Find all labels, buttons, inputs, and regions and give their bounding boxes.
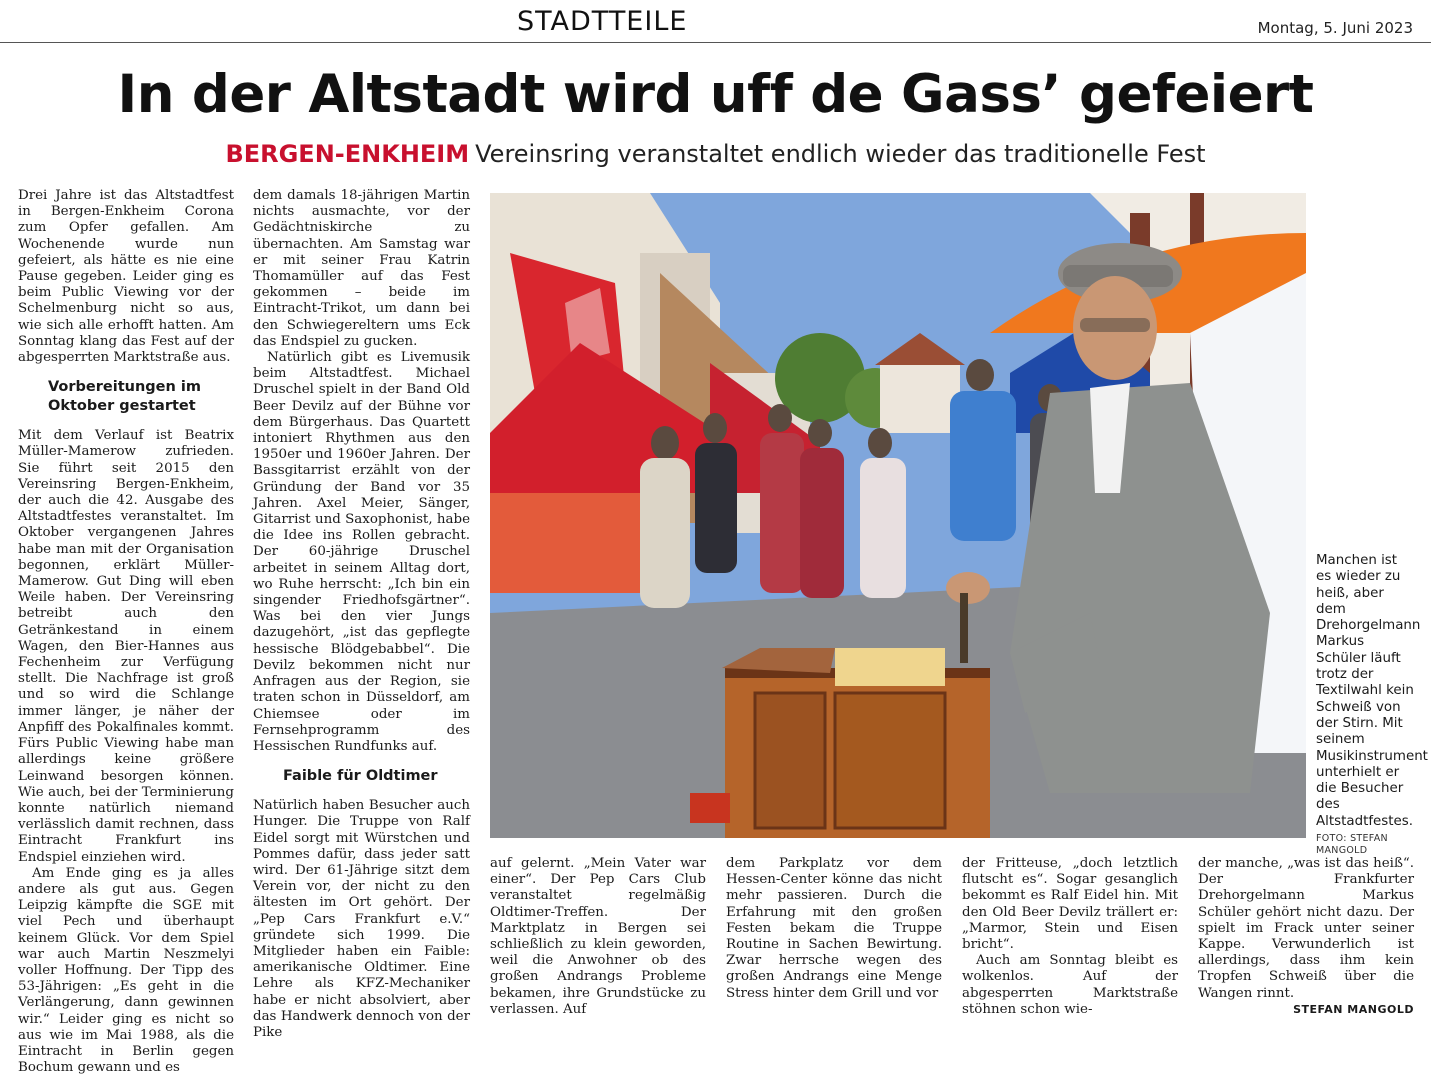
- text-column-3: [490, 856, 706, 1018]
- caption-text: Manchen ist es wieder zu heiß, aber dem Drehorgelmann Markus Schüler läuft trotz der Textilwahl kein Schweiß von der Stirn. Mit seinem Musikinstrument unterhielt er die Besucher des Altstadtfestes.: [1316, 553, 1428, 829]
- author-byline: STEFAN MANGOLD: [1293, 1002, 1414, 1016]
- paragraph: Drei Jahre ist das Altstadtfest in Bergen-Enkheim Corona zum Opfer gefallen. Am Wochenende wurde nun gefeiert, als hätte es nie eine Pause gegeben. Leider ging es beim Public Viewing vor der Schelmenburg nicht so aus, wie sich alle erhofft hatten. Am Sonntag klang das Fest auf der abgesperrten Marktstraße aus.: [18, 188, 234, 366]
- issue-date: Montag, 5. Juni 2023: [1257, 19, 1413, 37]
- subheadline-text: Vereinsring veranstaltet endlich wieder das traditionelle Fest: [475, 140, 1206, 168]
- paragraph: dem damals 18-jährigen Martin nichts ausmachte, vor der Gedächtniskirche zu übernachten. Am Samstag war er mit seiner Frau Katrin Thomamüller auf das Fest gekommen – beide im Eintracht-Trikot, um dann bei den Schwiegereltern ums Eck das Endspiel zu gucken.: [253, 188, 470, 349]
- paragraph: auf gelernt. „Mein Vater war einer“. Der Pep Cars Club veranstaltet regelmäßig Oldtimer-Treffen. Der Marktplatz in Bergen sei schließlich zu klein geworden, weil die Anwohner ob des großen Andrangs Probleme bekamen, ihre Grundstücke zu verlassen. Auf: [490, 856, 706, 1017]
- text-column-6: [1198, 856, 1414, 1018]
- organ-grinder-illustration: [490, 193, 1306, 838]
- festival-photo: [490, 193, 1306, 838]
- subhead-oldtimer: Faible für Oldtimer: [283, 768, 438, 785]
- article-subheadline: [0, 140, 1431, 168]
- article-headline: In der Altstadt wird uff de Gass’ gefeiert: [117, 64, 1314, 125]
- subhead-preparations: Vorbereitungen im Oktober gestartet: [48, 379, 201, 415]
- paragraph: der Fritteuse, „doch letztlich flutscht es“. Sogar gesanglich bekommt es Ralf Eidel hin. Mit den Old Beer Devilz trällert er: „Marmor, Stein und Eisen bricht“.: [962, 856, 1178, 953]
- text-column-5: [962, 856, 1178, 1018]
- text-column-4: [726, 856, 942, 1002]
- page-header: [0, 0, 1431, 43]
- paragraph: der manche, „was ist das heiß“. Der Frankfurter Drehorgelmann Markus Schüler gehört nicht dazu. Der spielt im Frack unter seiner Kappe. Verwunderlich ist allerdings, dass ihm kein Tropfen Schweiß über die Wangen rinnt.: [1198, 856, 1414, 1001]
- text-column-1: [18, 188, 234, 1076]
- paragraph: Auch am Sonntag bleibt es wolkenlos. Auf der abgesperrten Marktstraße stöhnen schon wie-: [962, 953, 1178, 1017]
- paragraph: Am Ende ging es ja alles andere als gut aus. Gegen Leipzig kämpfte die SGE mit viel Pech und überhaupt keinem Glück. Vor dem Spiel war auch Martin Neszmelyi voller Hoffnung. Der Tipp des 53-Jährigen: „Es geht in die Verlängerung, dann gewinnen wir.“ Leider ging es nicht so aus wie im Mai 1988, als die Eintracht in Berlin gegen Bochum gewann und es: [18, 865, 234, 1076]
- article-kicker: BERGEN-ENKHEIM: [225, 140, 470, 168]
- section-title: STADTTEILE: [517, 6, 688, 37]
- paragraph: Natürlich haben Besucher auch Hunger. Die Truppe von Ralf Eidel sorgt mit Würstchen und Pommes dafür, dass jeder satt wird. Der 61-Jährige sitzt dem Verein vor, der nicht zu den ältesten im Ort gehört. Der „Pep Cars Frankfurt e.V.“ gründete sich 1999. Die Mitglieder haben ein Faible: amerikanische Oldtimer. Eine Lehre als KFZ-Mechaniker habe er nicht absolviert, aber das Handwerk dennoch von der Pike: [253, 798, 470, 1040]
- paragraph: Mit dem Verlauf ist Beatrix Müller-Mamerow zufrieden. Sie führt seit 2015 den Vereinsring Bergen-Enkheim, der auch die 42. Ausgabe des Altstadtfestes veranstaltet. Im Oktober vergangenen Jahres habe man mit der Organisation begonnen, erklärt Müller-Mamerow. Gut Ding will eben Weile haben. Der Vereinsring betreibt auch den Getränkestand in einem Wagen, den Bier-Hannes aus Fechenheim zur Verfügung stellt. Die Nachfrage ist groß und so wird die Schlange immer länger, je näher der Anpfiff des Pokalfinales kommt. Fürs Public Viewing habe man allerdings keine größere Leinwand besorgen können. Wie auch, bei der Terminierung konnte natürlich niemand verlässlich damit rechnen, dass Eintracht Frankfurt ins Endspiel einziehen wird.: [18, 428, 234, 865]
- photo-caption: [1316, 553, 1428, 857]
- photo-credit: FOTO: STEFAN MANGOLD: [1316, 833, 1388, 857]
- paragraph: dem Parkplatz vor dem Hessen-Center könne das nicht mehr passieren. Durch die Erfahrung mit den großen Festen bekam die Truppe Routine in Sachen Bewirtung. Zwar herrsche wegen des großen Andrangs eine Menge Stress hinter dem Grill und vor: [726, 856, 942, 1001]
- paragraph: Natürlich gibt es Livemusik beim Altstadtfest. Michael Druschel spielt in der Band Old Beer Devilz auf der Bühne vor dem Bürgerhaus. Das Quartett intoniert Rhythmen aus den 1950er und 1960er Jahren. Der Bassgitarrist erzählt von der Gründung der Band vor 35 Jahren. Axel Meier, Sänger, Gitarrist und Saxophonist, habe die Idee ins Rollen gebracht. Der 60-jährige Druschel arbeitet in seinem Alltag dort, wo Ruhe herrscht: „Ich bin ein singender Friedhofsgärtner“. Was bei den vier Jungs dazugehört, „ist das gepflegte hessische Blödgebabbel“. Die Devilz bekommen nicht nur Anfragen aus der Region, sie traten schon in Düsseldorf, am Chiemsee oder im Fernsehprogramm des Hessischen Rundfunks auf.: [253, 350, 470, 754]
- text-column-2: [253, 188, 470, 1041]
